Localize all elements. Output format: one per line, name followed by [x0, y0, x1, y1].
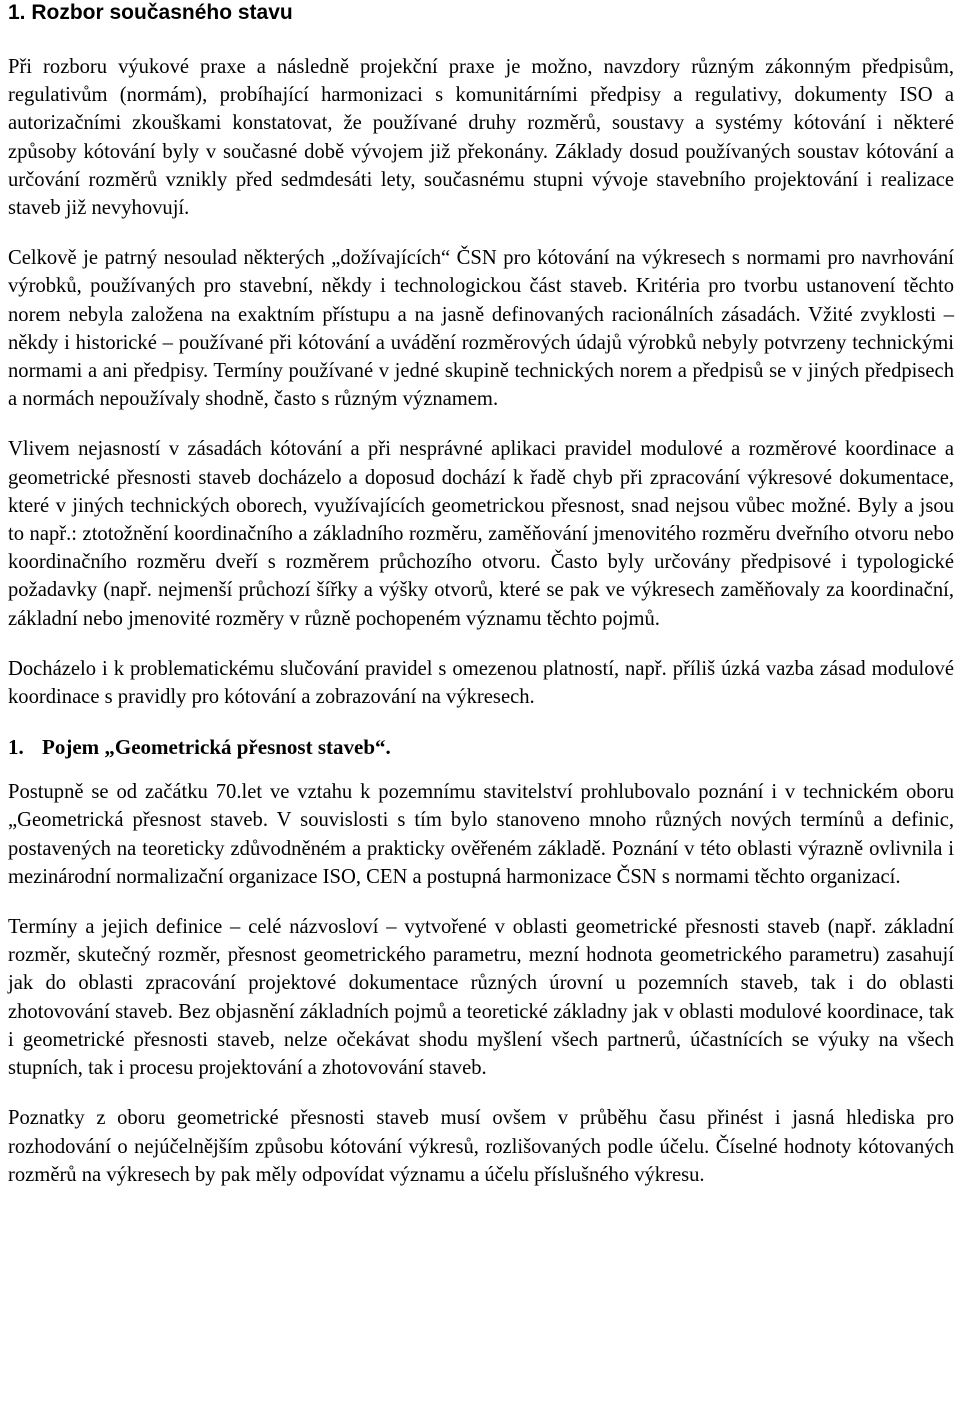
- paragraph-terminology: Termíny a jejich definice – celé názvosloví – vytvořené v oblasti geometrické přesnosti staveb (např. základní rozměr, skutečný rozměr, přesnost geometrického parametru, mezní hodnota geometrického parametru) zasahují jak do oblasti zpracování projektové dokumentace různých úrovní u pozemních staveb, tak i do oblasti zhotovování staveb. Bez objasnění základních pojmů a teoretické základny jak v oblasti modulové koordinace, tak i geometrické přesnosti staveb, nelze očekávat shodu myšlení všech partnerů, účastnících se výuky na všech stupních, tak i procesu projektování a zhotovování staveb.: [8, 916, 954, 1080]
- subsection-number: 1.: [8, 735, 24, 760]
- paragraph-history: Postupně se od začátku 70.let ve vztahu k pozemnímu stavitelství prohlubovalo poznání i v technickém oboru „Geometrická přesnost staveb. V souvislosti s tím bylo stanoveno mnoho různých nových termínů a definic, postavených na teoreticky zdůvodněném a prakticky ověřeném základě. Poznání v této oblasti výrazně ovlivnila i mezinárodní normalizační organizace ISO, CEN a postupná harmonizace ČSN s normami těchto organizací.: [8, 781, 954, 888]
- paragraph-knowledge: Poznatky z oboru geometrické přesnosti staveb musí ovšem v průběhu času přinést i jasná hlediska pro rozhodování o nejúčelnějším způsobu kótování výkresů, rozlišovaných podle účelu. Číselné hodnoty kótovaných rozměrů na výkresech by pak měly odpovídat významu a účelu příslušného výkresu.: [8, 1107, 954, 1186]
- subsection-heading: [8, 733, 954, 761]
- document-page: [8, 0, 954, 1189]
- paragraph-errors: Vlivem nejasností v zásadách kótování a při nesprávné aplikaci pravidel modulové a rozměrové koordinace a geometrické přesnosti staveb docházelo a doposud dochází k řadě chyb při zpracování výkresové dokumentace, které v jiných technických oborech, využívajících geometrickou přesnost, snad nejsou vůbec možné. Byly a jsou to např.: ztotožnění koordinačního a základního rozměru, zaměňování jmenovitého rozměru dveřního otvoru nebo koordinačního rozměru dveří s rozměrem průchozího otvoru. Často byly určovány předpisové i typologické požadavky (např. nejmenší průchozí šířky a výšky otvorů, které se pak ve výkresech zaměňovaly za koordinační, základní nebo jmenovité rozměry v různě pochopeném významu těchto pojmů.: [8, 438, 954, 630]
- paragraph-inconsistency: Celkově je patrný nesoulad některých „dožívajících“ ČSN pro kótování na výkresech s normami pro navrhování výrobků, používaných pro stavební, někdy i technologickou část staveb. Kritéria pro tvorbu ustanovení těchto norem nebyla založena na exaktním přístupu a na jasně definovaných racionálních zásadách. Vžité zvyklosti – někdy i historické – používané při kótování a uvádění rozměrových údajů výrobků nebyly potvrzeny technickými normami a ani předpisy. Termíny používané v jedné skupině technických norem a předpisů se v jiných předpisech a normách nepoužívaly shodně, často s různým významem.: [8, 247, 954, 411]
- subsection-title: Pojem „Geometrická přesnost staveb“.: [42, 735, 391, 760]
- section-heading: 1. Rozbor současného stavu: [8, 1, 293, 24]
- paragraph-merging: Docházelo i k problematickému slučování pravidel s omezenou platností, např. příliš úzká vazba zásad modulové koordinace s pravidly pro kótování a zobrazování na výkresech.: [8, 657, 954, 709]
- paragraph-intro: Při rozboru výukové praxe a následně projekční praxe je možno, navzdory různým zákonným předpisům, regulativům (normám), probíhající harmonizaci s komunitárními předpisy a regulativy, dokumenty ISO a autorizačními zkouškami konstatovat, že používané druhy rozměrů, soustavy a systémy kótování i některé způsoby kótování byly v současné době vývojem již překonány. Základy dosud používaných soustav kótování a určování rozměrů vznikly před sedmdesáti lety, současnému stupni vývoje stavebního projektování i realizace staveb již nevyhovují.: [8, 56, 954, 220]
